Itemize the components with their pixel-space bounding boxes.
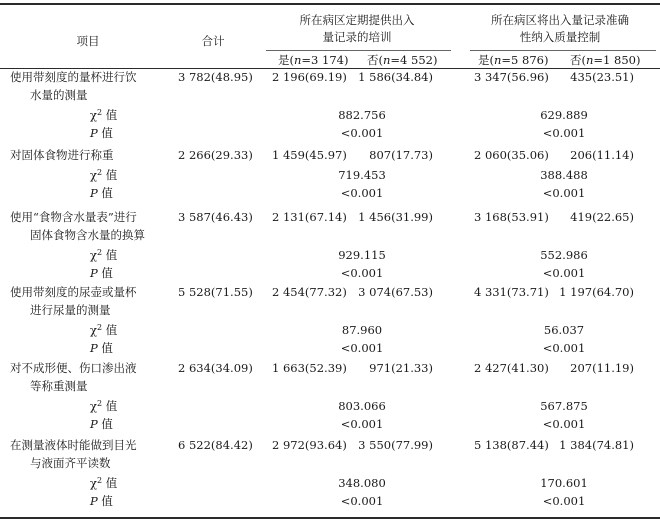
row-item-line1: 在测量液体时能做到目光 xyxy=(10,438,137,452)
top-rule xyxy=(0,3,660,5)
chi-square-value-group1: 882.756 xyxy=(338,108,386,122)
cell-g1-yes: 1 663(52.39) xyxy=(272,361,347,375)
header-g2-yes: 是(n=5 876) xyxy=(478,53,549,67)
p-value-label: P 值 xyxy=(90,417,113,431)
cell-g2-yes: 3 168(53.91) xyxy=(474,210,549,224)
cell-g1-no: 971(21.33) xyxy=(369,361,433,375)
cell-g2-yes: 2 060(35.06) xyxy=(474,148,549,162)
p-value-group2: <0.001 xyxy=(542,266,586,280)
p-value-group1: <0.001 xyxy=(340,494,384,508)
cell-g2-no: 419(22.65) xyxy=(570,210,634,224)
p-value-label: P 值 xyxy=(90,186,113,200)
row-item-line2: 与液面齐平读数 xyxy=(30,456,111,470)
p-value-label: P 值 xyxy=(90,494,113,508)
chi-square-label: $\chi^2$ 值 xyxy=(90,323,118,337)
row-item-line2: 等称重测量 xyxy=(30,379,88,393)
cell-g1-yes: 2 454(77.32) xyxy=(272,285,347,299)
chi-square-value-group2: 388.488 xyxy=(540,168,588,182)
chi-square-value-group1: 348.080 xyxy=(338,476,386,490)
cell-g1-no: 3 550(77.99) xyxy=(358,438,433,452)
chi-square-value-group1: 803.066 xyxy=(338,399,386,413)
p-value-group2: <0.001 xyxy=(542,126,586,140)
cell-g1-no: 1 586(34.84) xyxy=(358,70,433,84)
chi-square-value-group1: 929.115 xyxy=(338,248,386,262)
group1-underline xyxy=(266,50,451,51)
cell-g2-yes: 4 331(73.71) xyxy=(474,285,549,299)
cell-g2-no: 1 384(74.81) xyxy=(559,438,634,452)
header-g1-no: 否(n=4 552) xyxy=(367,53,438,67)
cell-g2-no: 435(23.51) xyxy=(570,70,634,84)
cell-g2-yes: 3 347(56.96) xyxy=(474,70,549,84)
cell-g2-yes: 5 138(87.44) xyxy=(474,438,549,452)
row-item-line1: 使用带刻度的尿壶或量杯 xyxy=(10,285,137,299)
group2-underline xyxy=(470,50,656,51)
cell-g2-no: 1 197(64.70) xyxy=(559,285,634,299)
chi-square-value-group1: 719.453 xyxy=(338,168,386,182)
row-item-line1: 对不成形便、伤口渗出液 xyxy=(10,361,137,375)
cell-g2-no: 207(11.19) xyxy=(570,361,634,375)
row-item-line1: 对固体食物进行称重 xyxy=(10,148,114,162)
chi-square-label: $\chi^2$ 值 xyxy=(90,168,118,182)
p-value-label: P 值 xyxy=(90,126,113,140)
cell-total: 3 782(48.95) xyxy=(178,70,253,84)
cell-g2-no: 206(11.14) xyxy=(570,148,634,162)
header-rule xyxy=(0,68,660,69)
cell-total: 3 587(46.43) xyxy=(178,210,253,224)
header-group1-line1: 所在病区定期提供出入 xyxy=(299,13,415,27)
header-group2-line1: 所在病区将出入量记录准确 xyxy=(491,13,629,27)
cell-total: 6 522(84.42) xyxy=(178,438,253,452)
cell-g1-no: 3 074(67.53) xyxy=(358,285,433,299)
cell-g1-yes: 1 459(45.97) xyxy=(272,148,347,162)
header-group2-line2: 性纳入质量控制 xyxy=(519,30,601,44)
chi-square-value-group2: 56.037 xyxy=(543,323,585,337)
row-item-line2: 固体食物含水量的换算 xyxy=(30,228,145,242)
chi-square-value-group2: 552.986 xyxy=(540,248,588,262)
cell-g1-yes: 2 972(93.64) xyxy=(272,438,347,452)
chi-square-label: $\chi^2$ 值 xyxy=(90,399,118,413)
chi-square-value-group2: 567.875 xyxy=(540,399,588,413)
p-value-label: P 值 xyxy=(90,341,113,355)
row-item-line2: 水量的测量 xyxy=(30,88,88,102)
header-group1-line2: 量记录的培训 xyxy=(322,30,392,44)
p-value-label: P 值 xyxy=(90,266,113,280)
cell-g1-yes: 2 131(67.14) xyxy=(272,210,347,224)
header-item: 项目 xyxy=(76,34,100,48)
cell-total: 5 528(71.55) xyxy=(178,285,253,299)
cell-g1-yes: 2 196(69.19) xyxy=(272,70,347,84)
cell-g2-yes: 2 427(41.30) xyxy=(474,361,549,375)
p-value-group2: <0.001 xyxy=(542,341,586,355)
p-value-group1: <0.001 xyxy=(340,417,384,431)
row-item-line1: 使用带刻度的量杯进行饮 xyxy=(10,70,137,84)
chi-square-value-group2: 170.601 xyxy=(540,476,588,490)
chi-square-label: $\chi^2$ 值 xyxy=(90,248,118,262)
chi-square-value-group2: 629.889 xyxy=(540,108,588,122)
p-value-group1: <0.001 xyxy=(340,126,384,140)
p-value-group1: <0.001 xyxy=(340,266,384,280)
chi-square-value-group1: 87.960 xyxy=(341,323,383,337)
p-value-group2: <0.001 xyxy=(542,186,586,200)
row-item-line1: 使用“食物含水量表”进行 xyxy=(10,210,137,224)
cell-g1-no: 1 456(31.99) xyxy=(358,210,433,224)
p-value-group1: <0.001 xyxy=(340,186,384,200)
cell-total: 2 266(29.33) xyxy=(178,148,253,162)
bottom-rule xyxy=(0,517,660,519)
header-total: 合计 xyxy=(201,34,225,48)
cell-g1-no: 807(17.73) xyxy=(369,148,433,162)
p-value-group2: <0.001 xyxy=(542,417,586,431)
p-value-group1: <0.001 xyxy=(340,341,384,355)
header-g2-no: 否(n=1 850) xyxy=(570,53,641,67)
cell-total: 2 634(34.09) xyxy=(178,361,253,375)
p-value-group2: <0.001 xyxy=(542,494,586,508)
chi-square-label: $\chi^2$ 值 xyxy=(90,108,118,122)
row-item-line2: 进行尿量的测量 xyxy=(30,303,111,317)
chi-square-label: $\chi^2$ 值 xyxy=(90,476,118,490)
header-g1-yes: 是(n=3 174) xyxy=(278,53,349,67)
